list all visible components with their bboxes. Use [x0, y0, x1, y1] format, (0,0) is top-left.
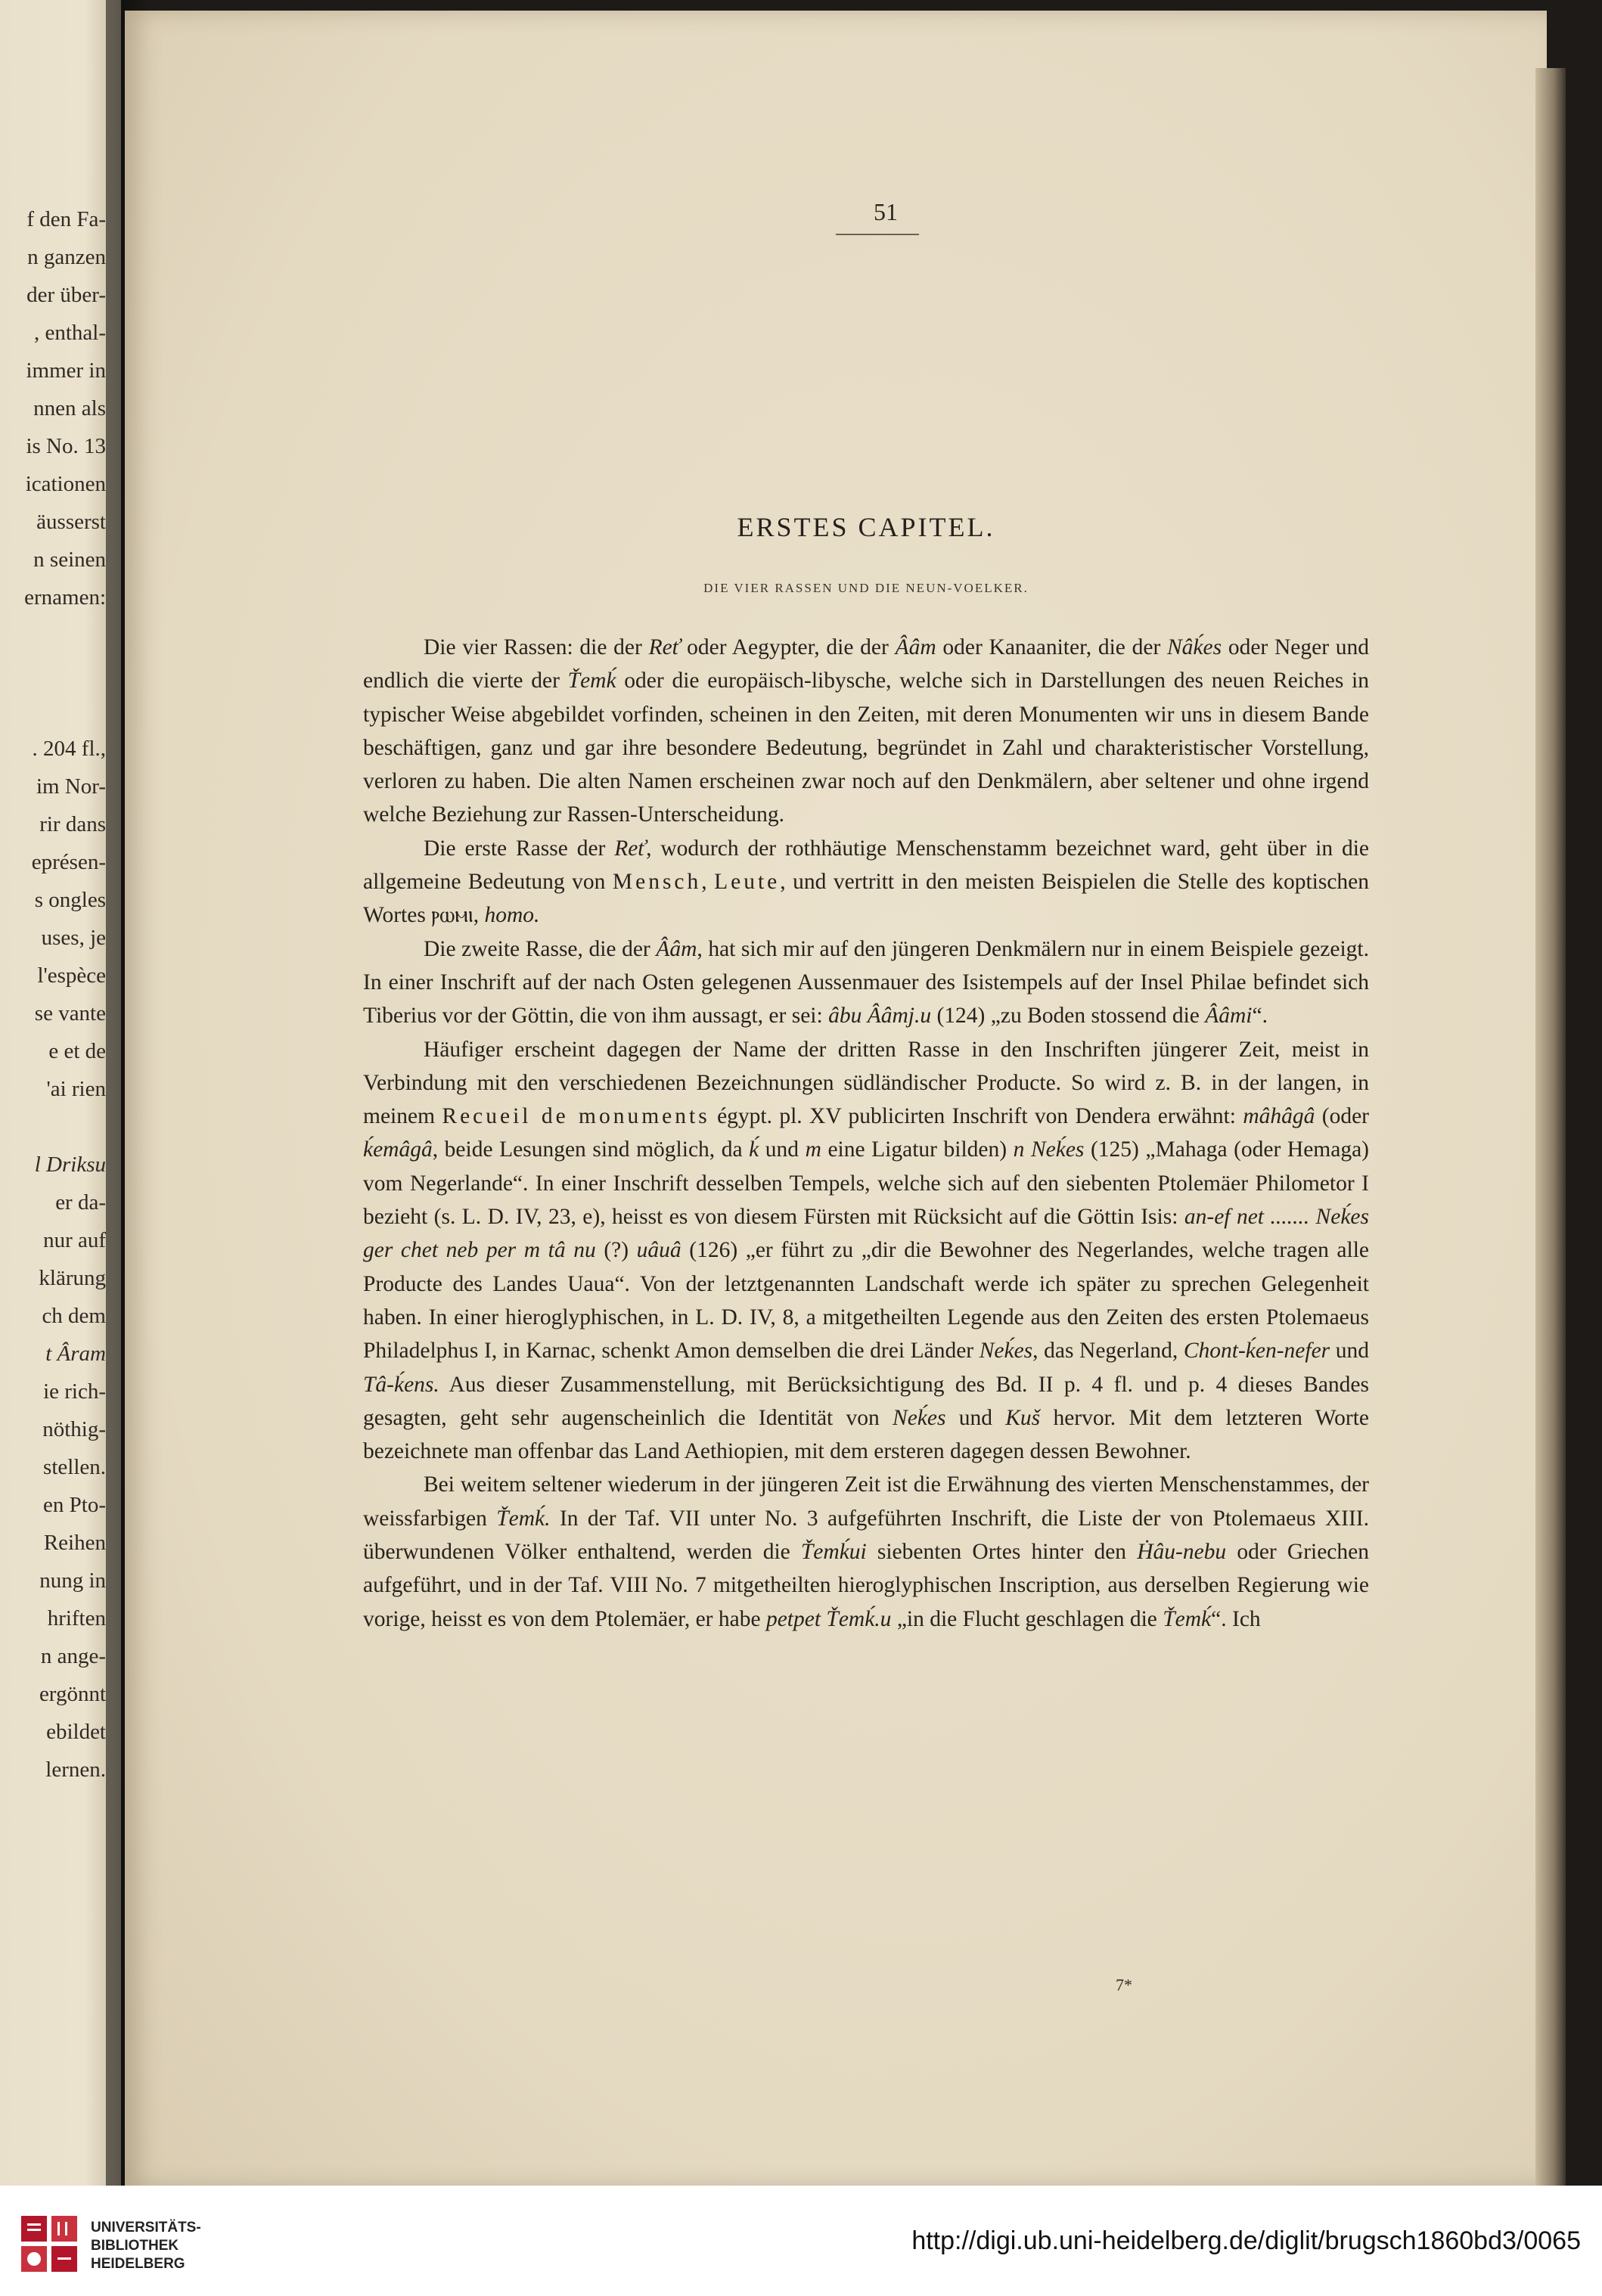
page-number-rule: [836, 234, 919, 235]
library-name-line1: UNIVERSITÄTS-: [91, 2220, 201, 2235]
library-name: [91, 2219, 201, 2273]
paragraph: Die vier Rassen: die der Reť oder Aegypter, die der Ââm oder Kanaaniter, die der Nâḱes oder Neger und endlich die vierte der Ťemḱ oder die europäisch-libysche, welche sich in Darstellungen des neuen Reiches in typischer Weise abgebildet vorfinden, scheinen in den Zeiten, mit deren Monumenten wir uns in diesem Bande beschäftigen, ganz und gar ihre besondere Bedeutung, begründet in Zahl und charakteristischer Vorstellung, verloren zu haben. Die alten Namen erscheinen zwar noch auf den Denkmälern, aber seltener und ohne irgend welche Beziehung zur Rassen-Unterscheidung.: [363, 635, 1370, 827]
previous-page-line: [0, 616, 106, 654]
previous-page-line: rir dans: [39, 812, 106, 836]
book-page: [125, 11, 1547, 2189]
previous-page-line: uses, je: [41, 926, 106, 950]
previous-page-line: er da-: [55, 1190, 106, 1215]
chapter-title: ERSTES CAPITEL.: [737, 512, 995, 542]
previous-page-line: en Pto-: [43, 1493, 106, 1517]
previous-page-line: 'ai rien: [46, 1077, 106, 1101]
previous-page-line: äusserst: [36, 510, 106, 534]
previous-page-line: f den Fa-: [26, 207, 106, 231]
previous-page-line: stellen.: [43, 1455, 106, 1479]
chapter-subtitle: DIE VIER RASSEN UND DIE NEUN-VOELKER.: [703, 581, 1029, 595]
previous-page-line: Reihen: [43, 1531, 106, 1555]
body-text: [363, 631, 1369, 1636]
permalink-url[interactable]: http://digi.ub.uni-heidelberg.de/diglit/brugsch1860bd3/0065: [911, 2226, 1581, 2255]
previous-page-line: n seinen: [33, 548, 106, 572]
library-logo-icon: [21, 2216, 80, 2275]
page-number: 51: [874, 198, 898, 225]
previous-page-line: ie rich-: [43, 1379, 106, 1404]
previous-page-text: [0, 200, 106, 1789]
previous-page-line: t Âram: [45, 1342, 106, 1366]
previous-page-line: ch dem: [42, 1304, 106, 1328]
previous-page-line: [0, 654, 106, 692]
footer-bar: [0, 2186, 1602, 2296]
previous-page-line: . 204 fl.,: [32, 737, 106, 761]
page-edge: [1535, 68, 1566, 2186]
previous-page-line: l'espèce: [37, 963, 106, 988]
previous-page-line: is No. 13: [26, 434, 106, 458]
previous-page-line: [0, 692, 106, 730]
previous-page-line: lernen.: [45, 1758, 106, 1782]
previous-page-line: der über-: [26, 283, 106, 307]
previous-page-line: nöthig-: [42, 1417, 106, 1441]
previous-page-line: eprésen-: [31, 850, 106, 874]
previous-page-edge: [0, 0, 121, 2186]
previous-page-line: ernamen:: [24, 585, 106, 610]
previous-page-line: n ange-: [40, 1644, 106, 1668]
previous-page-line: e et de: [48, 1039, 106, 1063]
previous-page-line: l Driksu: [34, 1153, 106, 1177]
previous-page-line: hriften: [47, 1606, 106, 1630]
paragraph: Die erste Rasse der Reť, wodurch der rothhäutige Menschenstamm bezeichnet ward, geht über in die allgemeine Bedeutung von Mensch, Leute, und vertritt in den meisten Beispielen die Stelle des koptischen Wortes ⲣⲱⲙⲓ, homo.: [363, 836, 1370, 928]
previous-page-line: s ongles: [34, 888, 106, 912]
paragraph: Häufiger erscheint dagegen der Name der dritten Rasse in den Inschriften jüngerer Zeit, meist in Verbindung mit den verschiedenen Bezeichnungen südländischer Producte. So wird z. B. in der langen, in meinem Recueil de monuments égypt. pl. XV publicirten Inschrift von Dendera erwähnt: mâhâgâ (oder ḱemâgâ, beide Lesungen sind möglich, da ḱ und m eine Ligatur bilden) n Neḱes (125) „Mahaga (oder Hemaga) vom Negerlande“. In einer Inschrift desselben Tempels, welche sich auf den siebenten Ptolemäer Philometor I bezieht (s. L. D. IV, 23, e), heisst es von diesem Fürsten mit Rücksicht auf die Göttin Isis: an-ef net ....... Neḱes ger chet neb per m tâ nu (?) uâuâ (126) „er führt zu „dir die Bewohner des Negerlandes, welche tragen alle Producte des Landes Uaua“. Von der letztgenannten Landschaft werde ich später zu sprechen Gelegenheit haben. In einer hieroglyphischen, in L. D. IV, 8, a mitgetheilten Legende aus den Zeiten des ersten Ptolemaeus Philadelphus I, in Karnac, schenkt Amon demselben die drei Länder Neḱes, das Negerland, Chont-ḱen-nefer und Tâ-ḱens. Aus dieser Zusammenstellung, mit Berücksichtigung des Bd. II p. 4 fl. und p. 4 dieses Bandes gesagten, geht sehr augenscheinlich die Identität von Neḱes und Kuš hervor. Mit dem letzteren Worte bezeichnete man offenbar das Land Aethiopien, mit dem ersteren dagegen dessen Bewohner.: [363, 1037, 1370, 1464]
previous-page-line: nnen als: [33, 396, 106, 420]
previous-page-line: nung in: [39, 1568, 106, 1593]
previous-page-line: ebildet: [46, 1720, 106, 1744]
previous-page-line: icationen: [25, 472, 106, 496]
previous-page-line: , enthal-: [33, 321, 106, 345]
previous-page-line: immer in: [26, 358, 106, 383]
paragraph: Bei weitem seltener wiederum in der jüngeren Zeit ist die Erwähnung des vierten Menschenstammes, der weissfarbigen Ťemḱ. In der Taf. VII unter No. 3 aufgeführten Inschrift, die Liste der von Ptolemaeus XIII. überwundenen Völker enthaltend, werden die Ťemḱui siebenten Ortes hinter den Ḣâu-nebu oder Griechen aufgeführt, und in der Taf. VIII No. 7 mitgetheilten hieroglyphischen Inscription, aus derselben Regierung wie vorige, heisst es von dem Ptolemäer, er habe petpet Ťemḱ.u „in die Flucht geschlagen die Ťemḱ“. Ich: [363, 1472, 1369, 1631]
signature-mark: 7*: [1116, 1975, 1132, 1994]
previous-page-line: nur auf: [43, 1228, 106, 1252]
previous-page-line: im Nor-: [36, 774, 106, 799]
previous-page-line: ergönnt: [39, 1682, 106, 1706]
previous-page-line: se vante: [34, 1001, 106, 1025]
library-name-line3: HEIDELBERG: [91, 2256, 185, 2272]
previous-page-line: klärung: [39, 1266, 106, 1290]
paragraph: Die zweite Rasse, die der Ââm, hat sich mir auf den jüngeren Denkmälern nur in einem Beispiele gezeigt. In einer Inschrift auf der nach Osten gelegenen Aussenmauer des Isistempels auf der Insel Philae befindet sich Tiberius vor der Göttin, die von ihm aussagt, er sei: âbu Ââmj.u (124) „zu Boden stossend die Ââmi“.: [363, 936, 1370, 1029]
previous-page-line: [0, 1108, 106, 1146]
previous-page-line: n ganzen: [27, 245, 106, 269]
library-name-line2: BIBLIOTHEK: [91, 2238, 179, 2254]
